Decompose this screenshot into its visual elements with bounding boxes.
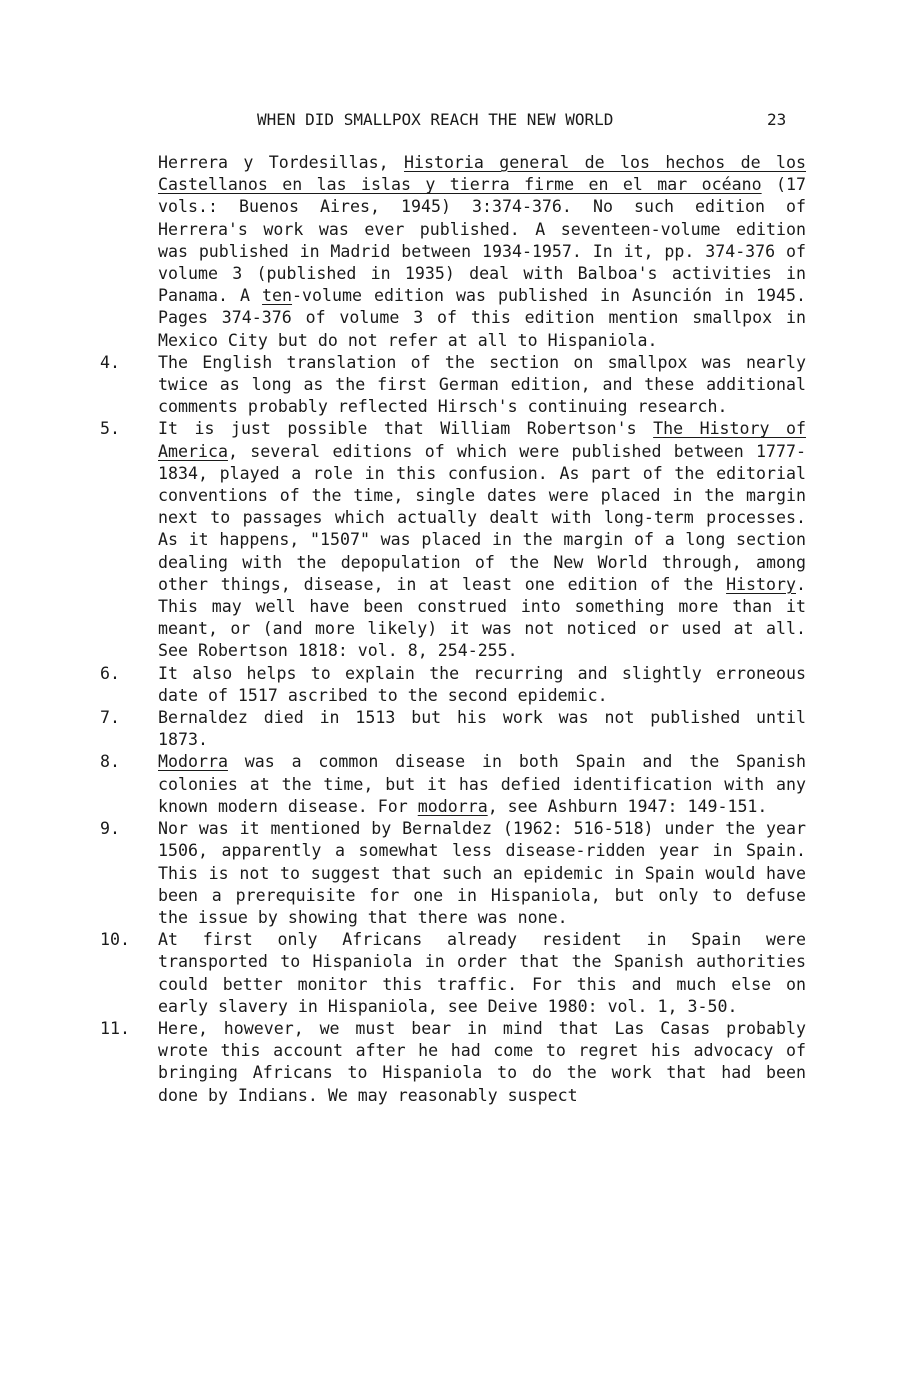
endnote-text	[158, 751, 806, 818]
endnote-text: It also helps to explain the recurring and slightly erroneous date of 1517 ascribed to the second epidemic.	[158, 663, 806, 705]
endnote-number: 4.	[100, 352, 120, 372]
endnote-text: At first only Africans already resident in Spain were transported to Hispaniola in order that the Spanish authorities could better monitor this traffic. For this and much else on early slavery in Hispaniola, see Deive 1980: vol. 1, 3-50.	[158, 930, 806, 1016]
endnote-text: The English translation of the section on smallpox was nearly twice as long as the first German edition, and these additional comments probably reflected Hirsch's continuing research.	[158, 352, 806, 417]
endnote-6	[100, 663, 806, 707]
endnote-text-run: . This may well have been construed into something more than it meant, or (and more likely) it was not noticed or used at all. See Robertson 1818: vol. 8, 254-255.	[158, 574, 806, 661]
endnote-11	[100, 1018, 806, 1107]
endnote-4	[100, 352, 806, 419]
endnote-text-run: , see Ashburn 1947: 149-151.	[487, 796, 768, 816]
endnote-text-run: Herrera y Tordesillas,	[158, 153, 404, 172]
endnote-3-continued	[100, 152, 806, 352]
endnote-text-run: was a common disease in both Spain and the Spanish colonies at the time, but it has defied identification with any known modern disease. For	[158, 752, 806, 816]
endnote-text: Bernaldez died in 1513 but his work was not published until 1873.	[158, 708, 806, 750]
endnote-text	[158, 418, 806, 662]
endnote-number: 5.	[100, 419, 120, 439]
endnote-text-run: -volume edition was published in Asunción in 1945. Pages 374-376 of volume 3 of this edition mention smallpox in Mexico City but do not refer at all to Hispaniola.	[158, 286, 807, 350]
endnote-number: 6.	[100, 663, 120, 683]
endnote-8	[100, 751, 806, 818]
endnote-text	[158, 152, 806, 352]
emphasis-underlined: ten	[262, 286, 293, 306]
endnote-text-run: (17 vols.: Buenos Aires, 1945) 3:374-376. No such edition of Herrera's work was ever published. A seventeen-volume edition was published in Madrid between 1934-1957. In it, pp. 374-376 of volume 3 (published in 1935) deal with Balboa's activities in Panama. A	[158, 175, 806, 306]
book-title-underlined: The History of America	[158, 419, 806, 461]
page-number: 23	[767, 110, 787, 129]
endnote-number: 9.	[100, 819, 120, 839]
term-underlined: modorra	[417, 796, 488, 816]
endnote-7	[100, 707, 806, 751]
endnote-text: Here, however, we must bear in mind that Las Casas probably wrote this account after he had come to regret his advocacy of bringing Africans to Hispaniola to do the work that had been done by Indians. We may reasonably suspect	[158, 1018, 806, 1105]
endnote-5	[100, 418, 806, 662]
endnote-10	[100, 929, 806, 1018]
book-title-underlined: Historia general de los hechos de los Castellanos en las islas y tierra firme en el mar océano	[158, 153, 807, 195]
endnote-number: 11.	[100, 1018, 130, 1038]
term-underlined: Modorra	[158, 752, 228, 772]
endnote-text: Nor was it mentioned by Bernaldez (1962: 516-518) under the year 1506, apparently a somewhat less disease-ridden year in Spain. This is not to suggest that such an epidemic in Spain would have been a prerequisite for one in Hispaniola, but only to defuse the issue by showing that there was none.	[158, 819, 806, 927]
book-title-underlined: History	[726, 574, 796, 594]
endnote-9	[100, 818, 806, 929]
endnote-number: 7.	[100, 708, 120, 728]
endnote-text-run: , several editions of which were published between 1777-1834, played a role in this confusion. As part of the editorial conventions of the time, single dates were placed in the margin next to passages which actually dealt with long-term processes. As it happens, "1507" was placed in the margin of a long section dealing with the depopulation of the New World through, among other things, disease, in at least one edition of the	[158, 441, 806, 594]
endnote-text-run: It is just possible that William Robertson's	[158, 419, 654, 439]
endnotes-list	[100, 152, 806, 1107]
running-title: WHEN DID SMALLPOX REACH THE NEW WORLD	[257, 110, 614, 129]
endnote-number: 10.	[100, 930, 130, 950]
endnote-number: 8.	[100, 752, 120, 772]
